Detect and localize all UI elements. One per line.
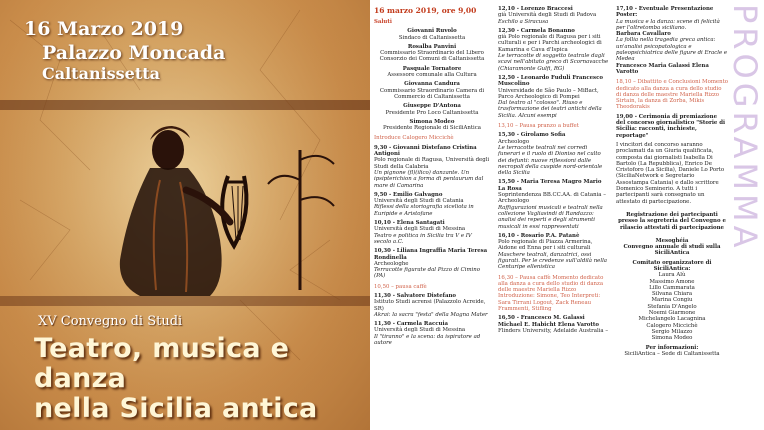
talk-affiliation: Polo regionale di Piazza Armerina, Aidone ed Enna per i siti culturali xyxy=(498,239,593,252)
talk-speakers: Leonardo Fuduli Francesco Muscolino xyxy=(498,74,603,88)
speaker-role: Presidente Regionale di SiciliAntica xyxy=(382,125,482,132)
committee-member: Silvana Chiara xyxy=(651,291,693,298)
speaker-role: Assessore comunale alla Cultura xyxy=(387,72,477,79)
program-column-2 xyxy=(498,6,610,430)
talk-affiliation: Archeologo xyxy=(498,138,530,145)
program-column-3 xyxy=(616,6,728,430)
introduce-line: Introduce Calogero Miccichè xyxy=(374,135,454,142)
ceremony-title: Cerimonia di premiazione del concorso giornalistico "Storie di Sicilia: racconti, inchieste, reportage" xyxy=(616,113,726,139)
talk-time: 16,50 - xyxy=(498,315,519,322)
poster-title xyxy=(34,334,374,424)
talk-speakers: Eventuale Presentazione xyxy=(638,6,714,12)
speaker-name: Giovanni Ruvolo xyxy=(407,28,457,35)
committee-member: Lillo Cammarata xyxy=(649,284,695,291)
talk-speakers: Liliana Ingraffia Maria Teresa Rondinella xyxy=(374,248,488,261)
committee-member: Marina Congiu xyxy=(651,297,693,304)
talk-title: Raffigurazioni musicali e teatrali nella collezione Vagliasindi di Randazzo: analisi dei reperti e degli strumenti musicali in essi rappresentati xyxy=(498,204,603,230)
talk-title: Il "tiranno" e la scena: da ispiratore ad autore xyxy=(374,333,481,347)
talk-affiliation: Università degli Studi di Messina xyxy=(374,226,466,233)
talk-time: 17,10 - xyxy=(616,6,637,12)
talk-time: 10,10 - xyxy=(374,220,395,227)
talk-title: Teatro e politica in Sicilia tra V e IV secolo a.C. xyxy=(374,232,472,245)
talk-affiliation: Polo regionale di Ragusa, Università degli Studi della Calabria xyxy=(374,157,490,170)
talk-time: 15,30 - xyxy=(498,132,519,139)
talk-title: Le terracotte teatrali nei corredi funerari e il ruolo di Dioniso nel culto dei defunti: nuove riflessioni dalle necropoli della cuspide nord-orientale della Sicilia xyxy=(498,144,603,177)
talk-time: 15,50 - xyxy=(498,179,519,186)
registration-note: Registrazione dei partecipanti presso la segreteria del Convegno e rilascio attestati di partecipazione xyxy=(618,211,726,231)
program-column-1 xyxy=(374,6,490,430)
committee-list xyxy=(616,272,728,341)
dance-break-line: 16,30 – Pausa caffè Momento dedicato alla danza a cura dello studio di danza delle maestre Mariella Rizzo Introduzione: Simone, Teo Interpreti: Sara Tirrani Logout, Zack Reneau Frammenti, Stifling xyxy=(498,274,604,313)
talk-title: Un pignone (fl)(ilico) danzante. Un ipsipterichion a forma di pentaurum dal mare di Camarina xyxy=(374,169,484,189)
talk-speakers: Maria Teresa Magro Mario La Rosa xyxy=(498,179,602,192)
info-text: SiciliAntica – Sede di Caltanissetta xyxy=(624,350,720,357)
poster-sub: Poster: xyxy=(616,12,638,19)
talk-speakers: Carmela Bonanno xyxy=(520,27,575,34)
vertical-programma-label xyxy=(724,0,764,430)
talk-speakers: Rosario P.A. Patanè xyxy=(520,232,580,239)
poster-venue: Palazzo Moncada xyxy=(42,42,226,64)
poster-date: 16 Marzo 2019 xyxy=(24,18,184,40)
vertical-text: PROGRAMMA xyxy=(726,4,764,252)
poster-author: Francesco Maria Galassi Elena Varotto xyxy=(616,62,709,75)
committee-member: Sergio Milazzo xyxy=(651,328,693,335)
talk-time: 16,10 - xyxy=(498,232,519,239)
poster-author: Barbara Cavallaro xyxy=(616,31,671,38)
committee-member: Michelangelo Lacagnina xyxy=(638,316,706,323)
break-line: 10,50 – pausa caffè xyxy=(374,283,427,290)
speaker-role: Commissario Straordinario Camera di Commercio di Caltanissetta xyxy=(379,87,485,100)
talk-affiliation: Soprintendenza BB.CC.AA. di Catania – Archeologo xyxy=(498,192,606,205)
speaker-role: Presidente Pro Loco Caltanissetta xyxy=(385,109,479,116)
talk-speakers: Francesco M. Galassi Michael E. Habicht Elena Varotto xyxy=(498,315,599,328)
talk-title: Maschere teatrali, danzatrici, ossi figurati. Per le credenze sull'aldilà nella Centuripe ellenistica xyxy=(498,251,608,271)
talk-speakers: Lorenzo Braccesi xyxy=(520,6,573,12)
committee-member: Calogero Miccichè xyxy=(646,322,698,329)
speaker-name: Simona Modeo xyxy=(409,118,455,125)
talk-title: Le terracotte di soggetto teatrale dagli scavi nell'abitato greco di Scornavacche (Chiaramonte Gulfi, RG) xyxy=(498,53,609,72)
talk-time: 12,30 - xyxy=(498,27,519,34)
speaker-role: Sindaco di Caltanissetta xyxy=(398,34,466,41)
talk-affiliation: Archeologhe xyxy=(374,260,409,267)
speaker-name: Giovanna Candura xyxy=(404,81,460,88)
committee-member: Simona Modeo xyxy=(651,335,693,342)
poster-title-line2: nella Sicilia antica xyxy=(34,393,318,424)
talk-title: Eschilo a Siracusa xyxy=(498,18,549,25)
talk-affiliation: Universidade de São Paulo – MiBact, Parco Archeologico di Pompei xyxy=(498,87,599,100)
program-date-heading: 16 marzo 2019, ore 9,00 xyxy=(374,6,477,15)
speaker-name: Giuseppe D'Antona xyxy=(403,103,461,110)
speaker-name: Pasquale Tornatore xyxy=(402,65,462,72)
talk-speakers: Giovanni Distefano Cristina Antigoni xyxy=(374,144,477,158)
talk-affiliation: Università degli Studi di Messina xyxy=(374,327,466,334)
talk-speakers: Salvatore Distefano xyxy=(396,292,457,299)
talk-time: 12,10 - xyxy=(498,6,519,12)
committee-member: Stefania D'Angelo xyxy=(647,303,697,310)
talk-affiliation: Flinders University, Adelaide Australia – xyxy=(498,327,609,334)
talk-time: 9,30 - xyxy=(374,144,392,151)
committee-title: Comitato organizzatore di SiciliAntica: xyxy=(632,259,712,272)
talk-speakers: Girolamo Sofia xyxy=(520,132,566,139)
speaker-role: Commissario Straordinario del Libero Consorzio dei Comuni di Caltanissetta xyxy=(379,50,485,63)
committee-member: Noemi Giarmone xyxy=(648,310,696,317)
committee-member: Massimo Amone xyxy=(649,278,695,285)
talk-title: Akrai: la sacra "festa" della Magna Mater xyxy=(374,311,488,318)
saluti-heading: Saluti xyxy=(374,19,392,25)
poster-item: La musica e la danza: scene di felicità per l'oltretomba siciliano. xyxy=(616,18,720,31)
talk-title: Riflessi della storiografia siceliota in Euripide e Aristofane xyxy=(374,204,474,217)
talk-title: Terracotte figurate dal Pizzo di Cimino (PA) xyxy=(374,267,480,280)
talk-affiliation: già Università degli Studi di Padova xyxy=(498,12,597,19)
talk-time: 9,50 - xyxy=(374,191,392,198)
poster-title-line1: Teatro, musica e danza xyxy=(34,333,290,394)
talk-time: 12,50 - xyxy=(498,74,519,81)
debate-line: 18,10 – Dibattito e Conclusioni Momento dedicato alla danza a cura dello studio di danza delle maestre Mariella Rizzo Sirtain, la danza di Zorba, Mikis Theodorakis xyxy=(616,79,729,111)
talk-speakers: Carmela Raccuia xyxy=(396,321,449,328)
info-title: Per informazioni: xyxy=(645,344,699,351)
talk-time: 11,30 - xyxy=(374,292,395,299)
mostra-title: Mesoghéia xyxy=(655,237,689,244)
speaker-name: Rosalba Panvini xyxy=(407,43,457,50)
talk-title: Dal teatro al "colosso". Riuso e trasformazione dei teatri antichi della Sicilia. Alcuni esempi xyxy=(498,100,602,119)
poster-convegno: XV Convegno di Studi xyxy=(38,314,183,329)
talk-affiliation: Istituto Studi acrensi (Palazzolo Acreide, SR) xyxy=(374,299,486,312)
talk-time: 19,00 - xyxy=(616,113,637,120)
poster-item: La follia nella tragedia greca antica: un'analisi psicopatologica e paleopsichiatrica delle figure di Eracle e Medea xyxy=(616,37,728,63)
poster-cover xyxy=(0,0,370,430)
talk-affiliation: già Polo regionale di Ragusa per i siti culturali e per i Parchi archeologici di Kamarina e Cava d'Ispica xyxy=(498,34,602,53)
talk-speakers: Emilio Galvagno xyxy=(392,191,443,198)
talk-time: 10,30 - xyxy=(374,248,395,255)
talk-time: 11,30 - xyxy=(374,321,395,328)
talk-affiliation: Università degli Studi di Catania xyxy=(374,198,464,205)
mostra-subtitle: Convegno annuale di studi sulla SiciliAntica xyxy=(623,244,721,257)
ceremony-text: I vincitori del concorso saranno proclamati da un Giuria qualificata, composta dai giornalisti Isabella Di Bartolo (La Repubblica), Enrico De Cristoforo (La Sicilia), Daniele Lo Porto (SiciliaNetwork e Segretario Assostampa Catania) e dallo scrittore Domenico Seminerio. A tutti i partecipanti sarà consegnato un attestato di partecipazione. xyxy=(616,141,725,205)
poster-city: Caltanissetta xyxy=(42,64,160,83)
committee-member: Laura Alù xyxy=(658,272,686,279)
break-line: 13,10 – Pausa pranzo a buffet xyxy=(498,123,579,130)
talk-speakers: Elena Santagati xyxy=(396,220,445,227)
